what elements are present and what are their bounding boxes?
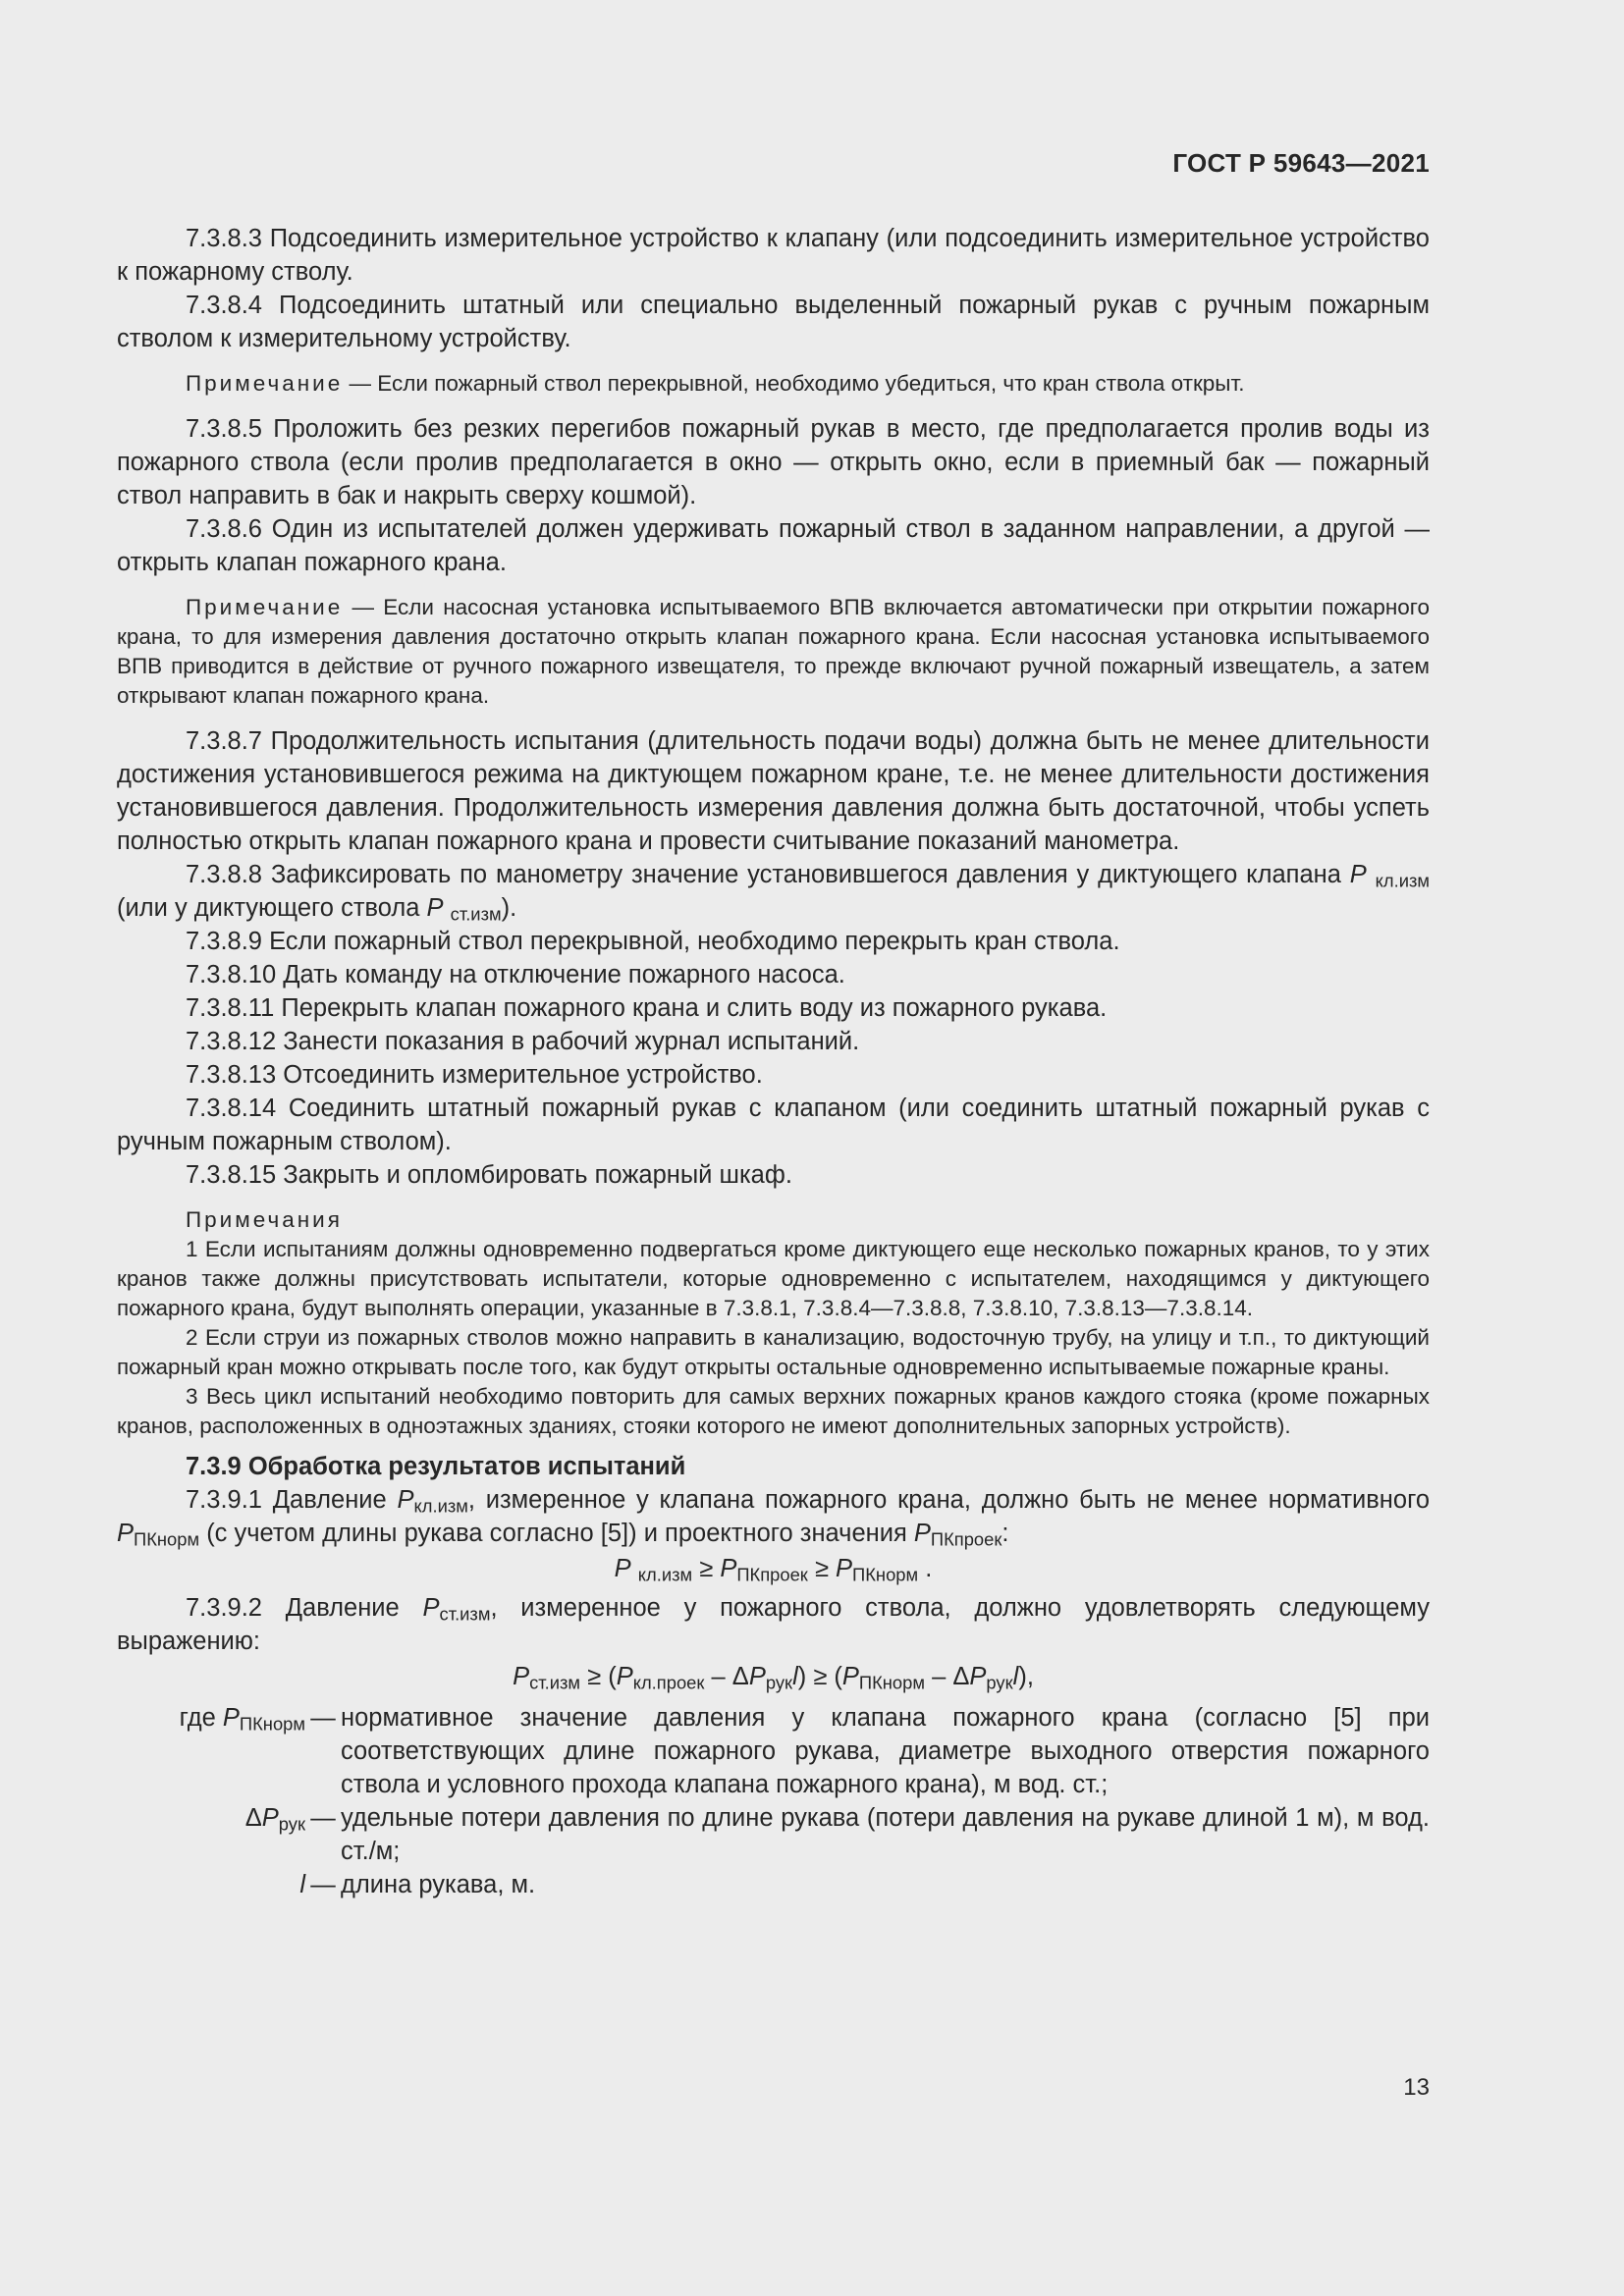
definition-row [117, 1868, 1430, 1901]
subscript: кл.изм [413, 1495, 468, 1517]
clause-text: Перекрыть клапан пожарного крана и слить воду из пожарного рукава. [281, 994, 1108, 1022]
clause-7-3-8-11 [117, 991, 1430, 1025]
clause-7-3-8-15 [117, 1158, 1430, 1192]
note-2 [117, 593, 1430, 711]
section-heading-7-3-9 [117, 1450, 1430, 1483]
definition-text: длина рукава, м. [341, 1871, 536, 1898]
clause-7-3-8-3 [117, 222, 1430, 289]
clause-number: 7.3.8.15 [186, 1161, 277, 1189]
subscript: ст.изм [439, 1603, 491, 1625]
definition-term: где $P_{ПКнорм}$ [179, 1704, 305, 1735]
clause-7-3-8-4 [117, 289, 1430, 355]
subscript: кл.проек [632, 1672, 705, 1693]
clause-number: 7.3.8.6 [186, 515, 262, 543]
page-number: 13 [1403, 2074, 1430, 2101]
section-title: Обработка результатов испытаний [247, 1453, 686, 1480]
clause-7-3-8-13 [117, 1058, 1430, 1092]
definition-term: l [299, 1871, 305, 1898]
formula-2: $P_{ст.изм} \ge (P_{кл.проек} - \Delta P_{рук}l) \ge (P_{ПКнорм} - \Delta P_{рук}l)$, [513, 1663, 1034, 1693]
clause-7-3-8-12 [117, 1025, 1430, 1058]
clause-number: 7.3.8.3 [186, 225, 262, 252]
clause-7-3-8-10 [117, 958, 1430, 991]
clause-number: 7.3.8.14 [186, 1095, 277, 1122]
clause-7-3-8-9 [117, 925, 1430, 958]
symbol-p: P [1349, 861, 1367, 888]
note-item-1: 1 Если испытаниям должны одновременно подвергаться кроме диктующего еще несколько пожарных кранов, то у этих кранов также должны присутствовать испытатели, которые одновременно с испытателем, находящимся у диктующего пожарного крана, будут выполнять операции, указанные в 7.3.8.1, 7.3.8.4—7.3.8.8, 7.3.8.10, 7.3.8.13—7.3.8.14. [117, 1237, 1430, 1320]
clause-text: Занести показания в рабочий журнал испытаний. [283, 1028, 860, 1055]
subscript: рук [986, 1672, 1013, 1693]
clause-text: Один из испытателей должен удерживать пожарный ствол в заданном направлении, а другой — открыть клапан пожарного крана. [117, 515, 1430, 576]
subscript: ст.изм [529, 1672, 581, 1693]
clause-text: Если пожарный ствол перекрывной, необходимо перекрыть кран ствола. [269, 928, 1120, 955]
clause-7-3-9-1: 7.3.9.1 Давление $P_{кл.изм}$, измеренное у клапана пожарного крана, должно быть не менее нормативного $P_{ПКнорм}$ (с учетом длины рукава согласно [5]) и проектного значения $P_{ПКпроек}$: [117, 1486, 1430, 1550]
note-1 [117, 369, 1430, 399]
delta-symbol: Δ [952, 1663, 970, 1690]
section-number: 7.3.9 [186, 1453, 242, 1480]
symbol-l: l [1012, 1663, 1019, 1690]
clause-text: , измеренное у пожарного ствола, должно удовлетворять следующему выражению: [117, 1594, 1430, 1655]
subscript: кл.изм [1375, 870, 1430, 891]
clause-number: 7.3.9.2 [186, 1594, 262, 1622]
clause-number: 7.3.8.5 [186, 415, 262, 443]
geq-sign: ≥ [587, 1663, 602, 1690]
note-item-3: 3 Весь цикл испытаний необходимо повторить для самых верхних пожарных кранов каждого стояка (кроме пожарных кранов, расположенных в одноэтажных зданиях, стояки которого не имеют дополнительных запорных устройств). [117, 1384, 1430, 1438]
definition-dash: — [310, 1871, 336, 1898]
note-text: — Если насосная установка испытываемого ВПВ включается автоматически при открытии пожарного крана, то для измерения давления достаточно открыть клапан пожарного крана. Если насосная установка испытываемого ВПВ приводится в действие от ручного пожарного извещателя, то прежде включают ручной пожарный извещатель, а затем открывают клапан пожарного крана. [117, 595, 1430, 708]
clause-text: Закрыть и опломбировать пожарный шкаф. [283, 1161, 792, 1189]
clause-text: Давление [272, 1486, 387, 1514]
clause-text: Соединить штатный пожарный рукав с клапаном (или соединить штатный пожарный рукав с ручным пожарным стволом). [117, 1095, 1430, 1155]
clause-number: 7.3.9.1 [186, 1486, 262, 1514]
clause-text: Давление [285, 1594, 400, 1622]
subscript: ПКпроек [930, 1528, 1002, 1550]
clause-text-mid: (или у диктующего ствола [117, 894, 420, 922]
note-item-2: 2 Если струи из пожарных стволов можно направить в канализацию, водосточную трубу, на улицу и т.п., то диктующий пожарный кран можно открывать после того, как будут открыты остальные одновременно испытываемые пожарные краны. [117, 1325, 1430, 1379]
clause-text: : [1001, 1520, 1009, 1547]
clause-7-3-9-2: 7.3.9.2 Давление $P_{ст.изм}$, измеренное у пожарного ствола, должно удовлетворять следующему выражению: [117, 1594, 1430, 1655]
clause-7-3-8-8 [117, 858, 1430, 925]
definitions-list [117, 1701, 1430, 1901]
symbol-p: P [426, 894, 444, 922]
clause-text-end: ). [501, 894, 517, 922]
subscript: рук [765, 1672, 793, 1693]
note-text: — Если пожарный ствол перекрывной, необходимо убедиться, что кран ствола открыт. [349, 371, 1245, 396]
subscript: ПКнорм [852, 1564, 919, 1585]
punctuation: , [1026, 1663, 1034, 1690]
definition-text: нормативное значение давления у клапана пожарного крана (согласно [5] при соответствующих длине пожарного рукава, диаметре выходного отверстия пожарного ствола и условного прохода клапана пожарного крана), м вод. ст.; [341, 1704, 1430, 1798]
clause-number: 7.3.8.7 [186, 727, 262, 755]
clause-7-3-8-14 [117, 1092, 1430, 1158]
minus-sign: – [932, 1663, 947, 1690]
definition-dash: — [310, 1704, 336, 1732]
clause-text: , измеренное у клапана пожарного крана, должно быть не менее нормативного [467, 1486, 1430, 1514]
geq-sign: ≥ [813, 1663, 828, 1690]
clause-text: (с учетом длины рукава согласно [5]) и проектного значения [206, 1520, 907, 1547]
clause-number: 7.3.8.9 [186, 928, 262, 955]
geq-sign: ≥ [699, 1555, 714, 1582]
clause-text: Зафиксировать по манометру значение установившегося давления у диктующего клапана [270, 861, 1341, 888]
clause-7-3-8-6 [117, 512, 1430, 579]
notes-title: Примечания [186, 1207, 343, 1232]
definition-term: $\Delta P_{рук}$ [244, 1804, 305, 1835]
clause-text: Подсоединить измерительное устройство к клапану (или подсоединить измерительное устройство к пожарному стволу. [117, 225, 1430, 286]
minus-sign: – [711, 1663, 726, 1690]
geq-sign: ≥ [814, 1555, 829, 1582]
note-label: Примечание [186, 595, 344, 619]
definition-row [117, 1801, 1430, 1868]
subscript: ПКпроек [736, 1564, 808, 1585]
clause-text: Дать команду на отключение пожарного насоса. [283, 961, 845, 988]
formula-1: P $_{кл.изм} \ge P_{ПКпроек} \ge P_{ПКнорм}$ . [614, 1555, 933, 1585]
clause-text: Продолжительность испытания (длительность подачи воды) должна быть не менее длительности достижения установившегося режима на диктующем пожарном кране, т.е. не менее длительности достижения установившегося давления. Продолжительность измерения давления должна быть достаточной, чтобы успеть полностью открыть клапан пожарного крана и провести считывание показаний манометра. [117, 727, 1430, 855]
subscript: ст.изм [450, 903, 502, 925]
clause-number: 7.3.8.10 [186, 961, 277, 988]
clause-text: Проложить без резких перегибов пожарный рукав в место, где предполагается пролив воды из пожарного ствола (если пролив предполагается в окно — открыть окно, если в приемный бак — пожарный ствол направить в бак и накрыть сверху кошмой). [117, 415, 1430, 509]
clause-number: 7.3.8.8 [186, 861, 262, 888]
subscript: ПКнорм [134, 1528, 200, 1550]
clause-number: 7.3.8.13 [186, 1061, 277, 1089]
page-content [117, 222, 1430, 1901]
note-label: Примечание [186, 371, 344, 396]
subscript: ПКнорм [858, 1672, 925, 1693]
subscript: кл.изм [637, 1564, 693, 1585]
clause-number: 7.3.8.4 [186, 292, 262, 319]
definition-dash: — [310, 1804, 336, 1832]
definition-text: удельные потери давления по длине рукава (потери давления на рукаве длиной 1 м), м вод. ст./м; [341, 1804, 1430, 1865]
clause-text: Подсоединить штатный или специально выделенный пожарный рукав с ручным пожарным стволом к измерительному устройству. [117, 292, 1430, 352]
symbol-l: l [792, 1663, 798, 1690]
clause-7-3-8-7 [117, 724, 1430, 858]
definition-row [117, 1701, 1430, 1801]
delta-symbol: Δ [731, 1663, 749, 1690]
document-code: ГОСТ Р 59643—2021 [1172, 148, 1430, 178]
clause-7-3-8-5 [117, 412, 1430, 512]
punctuation: . [925, 1555, 933, 1582]
clause-number: 7.3.8.11 [186, 994, 275, 1022]
clause-text: Отсоединить измерительное устройство. [283, 1061, 763, 1089]
clause-number: 7.3.8.12 [186, 1028, 277, 1055]
